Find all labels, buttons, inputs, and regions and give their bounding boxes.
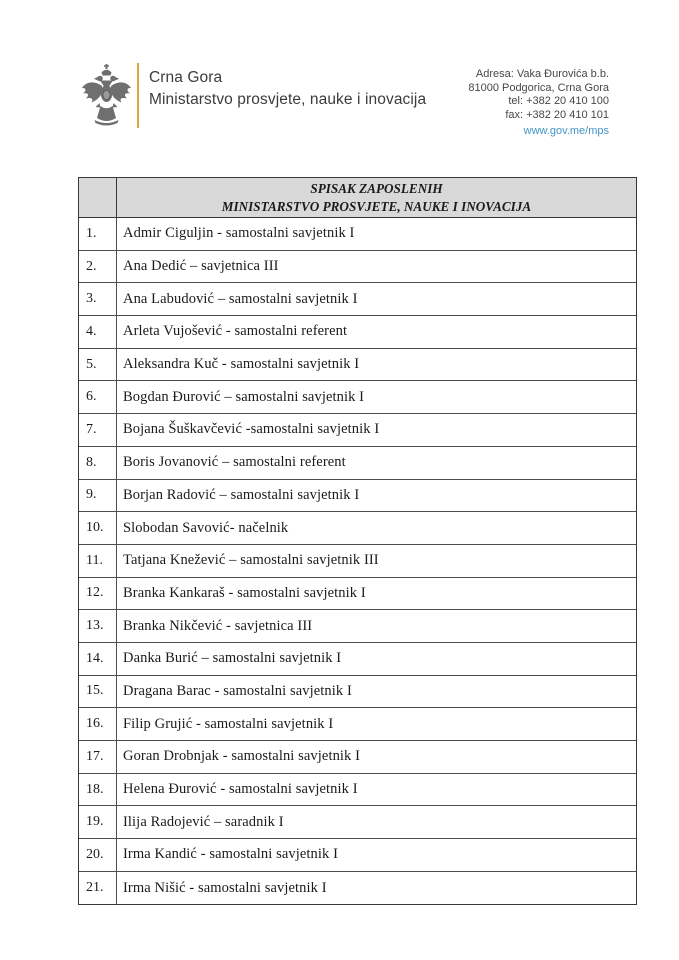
phone-line: tel: +382 20 410 100 — [508, 95, 609, 107]
table-row — [79, 708, 636, 741]
table-row — [79, 381, 636, 414]
table-row — [79, 839, 636, 872]
row-employee: Arleta Vujošević - samostalni referent — [123, 323, 348, 340]
row-employee: Ana Labudović – samostalni savjetnik I — [123, 290, 358, 307]
row-number: 14. — [79, 643, 117, 675]
row-employee: Dragana Barac - samostalni savjetnik I — [123, 682, 352, 699]
row-number: 11. — [79, 545, 117, 577]
row-employee: Danka Burić – samostalni savjetnik I — [123, 650, 342, 667]
address-line: 81000 Podgorica, Crna Gora — [468, 81, 609, 94]
row-employee: Ilija Radojević – saradnik I — [123, 813, 284, 830]
table-header-row — [79, 178, 636, 218]
row-number: 3. — [79, 283, 117, 315]
row-employee: Aleksandra Kuč - samostalni savjetnik I — [123, 356, 360, 373]
row-number: 1. — [79, 218, 117, 250]
row-employee: Goran Drobnjak - samostalni savjetnik I — [123, 748, 361, 765]
row-number: 7. — [79, 414, 117, 446]
row-employee: Ana Dedić – savjetnica III — [123, 258, 279, 275]
table-row — [79, 610, 636, 643]
org-country: Crna Gora — [149, 69, 223, 86]
row-number: 5. — [79, 349, 117, 381]
table-row — [79, 676, 636, 709]
row-number: 19. — [79, 806, 117, 838]
montenegro-coat-of-arms-icon — [79, 64, 134, 130]
row-employee: Boris Jovanović – samostalni referent — [123, 454, 346, 471]
table-row — [79, 316, 636, 349]
letterhead-gold-divider — [137, 63, 139, 128]
table-title-line2: MINISTARSTVO PROSVJETE, NAUKE I INOVACIJA — [221, 199, 532, 214]
table-row — [79, 872, 636, 905]
table-header-corner-cell — [79, 178, 117, 217]
row-number: 8. — [79, 447, 117, 479]
row-number: 20. — [79, 839, 117, 871]
row-number: 6. — [79, 381, 117, 413]
table-row — [79, 806, 636, 839]
row-number: 21. — [79, 872, 117, 905]
table-row — [79, 283, 636, 316]
row-employee: Branka Kankaraš - samostalni savjetnik I — [123, 584, 366, 601]
table-row — [79, 545, 636, 578]
table-title — [117, 179, 636, 217]
table-row — [79, 480, 636, 513]
row-number: 15. — [79, 676, 117, 708]
table-row — [79, 512, 636, 545]
row-employee: Bojana Šuškavčević -samostalni savjetnik I — [123, 421, 380, 438]
row-number: 17. — [79, 741, 117, 773]
row-number: 18. — [79, 774, 117, 806]
employee-table — [78, 177, 637, 905]
row-employee: Admir Ciguljin - samostalni savjetnik I — [123, 225, 355, 242]
row-number: 12. — [79, 578, 117, 610]
row-employee: Borjan Radović – samostalni savjetnik I — [123, 486, 360, 503]
row-number: 9. — [79, 480, 117, 512]
row-number: 4. — [79, 316, 117, 348]
table-row — [79, 643, 636, 676]
row-number: 2. — [79, 251, 117, 283]
table-row — [79, 349, 636, 382]
row-employee: Branka Nikčević - savjetnica III — [123, 617, 313, 634]
table-row — [79, 251, 636, 284]
address-line: Adresa: Vaka Đurovića b.b. — [475, 68, 609, 80]
fax-line: fax: +382 20 410 101 — [505, 108, 609, 121]
row-number: 13. — [79, 610, 117, 642]
row-employee: Irma Nišić - samostalni savjetnik I — [123, 879, 327, 896]
website-link[interactable]: www.gov.me/mps — [523, 125, 609, 137]
table-row — [79, 414, 636, 447]
letterhead-address-block — [468, 68, 609, 139]
row-number: 16. — [79, 708, 117, 740]
row-employee: Helena Đurović - samostalni savjetnik I — [123, 781, 358, 798]
row-employee: Tatjana Knežević – samostalni savjetnik III — [123, 552, 379, 569]
org-ministry-name: Ministarstvo prosvjete, nauke i inovacija — [149, 90, 427, 108]
table-title-line1: SPISAK ZAPOSLENIH — [310, 180, 443, 196]
row-number: 10. — [79, 512, 117, 544]
letterhead-org-block — [149, 67, 426, 110]
table-row — [79, 447, 636, 480]
row-employee: Bogdan Đurović – samostalni savjetnik I — [123, 388, 365, 405]
row-employee: Slobodan Savović- načelnik — [123, 519, 289, 536]
table-row — [79, 741, 636, 774]
table-row — [79, 578, 636, 611]
row-employee: Irma Kandić - samostalni savjetnik I — [123, 846, 338, 863]
row-employee: Filip Grujić - samostalni savjetnik I — [123, 715, 334, 732]
table-row — [79, 774, 636, 807]
table-row — [79, 218, 636, 251]
